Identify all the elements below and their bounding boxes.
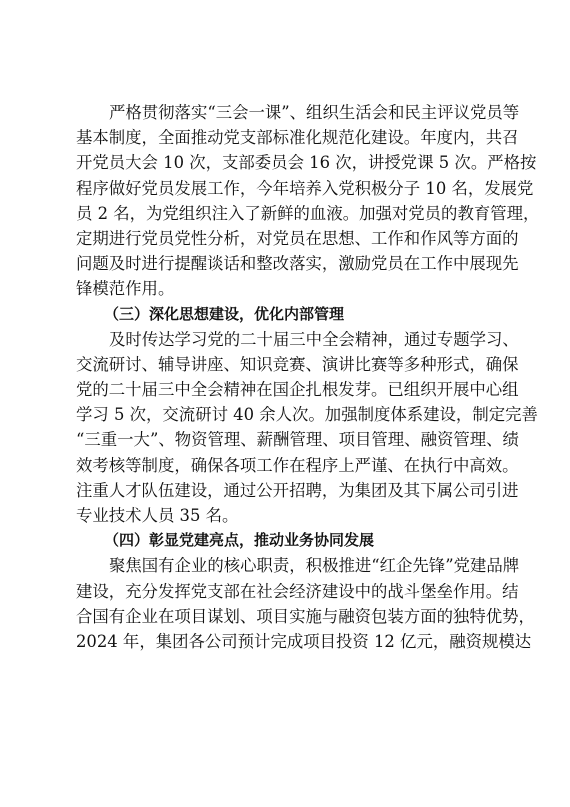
text-line: 员 2 名，为党组织注入了新鲜的血液。加强对党员的教育管理， — [76, 203, 540, 223]
text-line: 建设，充分发挥党支部在社会经济建设中的战斗堡垒作用。结 — [76, 581, 519, 601]
text-line: 锋模范作用。 — [76, 279, 175, 299]
text-line: 基本制度，全面推动党支部标准化规范化建设。年度内，共召 — [76, 128, 519, 148]
text-line: 严格贯彻落实“三会一课”、组织生活会和民主评议党员等 — [109, 103, 520, 122]
text-line: 定期进行党员党性分析，对党员在思想、工作和作风等方面的 — [76, 228, 519, 248]
section-heading-4: （四）彰显党建亮点，推动业务协同发展 — [104, 531, 375, 550]
document-body — [76, 100, 540, 654]
text-line: 及时传达学习党的二十届三中全会精神，通过专题学习、 — [109, 329, 519, 349]
paragraph-party-standardization — [76, 100, 540, 302]
text-line: 注重人才队伍建设，通过公开招聘，为集团及其下属公司引进 — [76, 480, 519, 500]
text-line: 效考核等制度，确保各项工作在程序上严谨、在执行中高效。 — [76, 455, 519, 475]
text-line: “三重一大”、物资管理、薪酬管理、项目管理、融资管理、绩 — [76, 430, 519, 450]
text-line: 开党员大会 10 次，支部委员会 16 次，讲授党课 5 次。严格按 — [76, 153, 537, 173]
text-line: 聚焦国有企业的核心职责，积极推进“红企先锋”党建品牌 — [109, 556, 520, 576]
text-line: 合国有企业在项目谋划、项目实施与融资包装方面的独特优势， — [76, 606, 535, 626]
text-line: 交流研讨、辅导讲座、知识竞赛、演讲比赛等多种形式，确保 — [76, 354, 519, 374]
text-line: 2024 年，集团各公司预计完成项目投资 12 亿元，融资规模达 — [76, 631, 532, 651]
text-line: 问题及时进行提醒谈话和整改落实，激励党员在工作中展现先 — [76, 254, 519, 274]
text-line: 学习 5 次，交流研讨 40 余人次。加强制度体系建设，制定完善 — [76, 405, 538, 425]
text-line: 程序做好党员发展工作，今年培养入党积极分子 10 名，发展党 — [76, 178, 534, 198]
text-line: 专业技术人员 35 名。 — [76, 506, 239, 525]
text-line: 党的二十届三中全会精神在国企扎根发芽。已组织开展中心组 — [76, 380, 519, 400]
paragraph-party-highlights — [76, 553, 535, 654]
section-heading-3: （三）深化思想建设，优化内部管理 — [104, 304, 345, 323]
paragraph-ideological-building — [76, 327, 538, 529]
